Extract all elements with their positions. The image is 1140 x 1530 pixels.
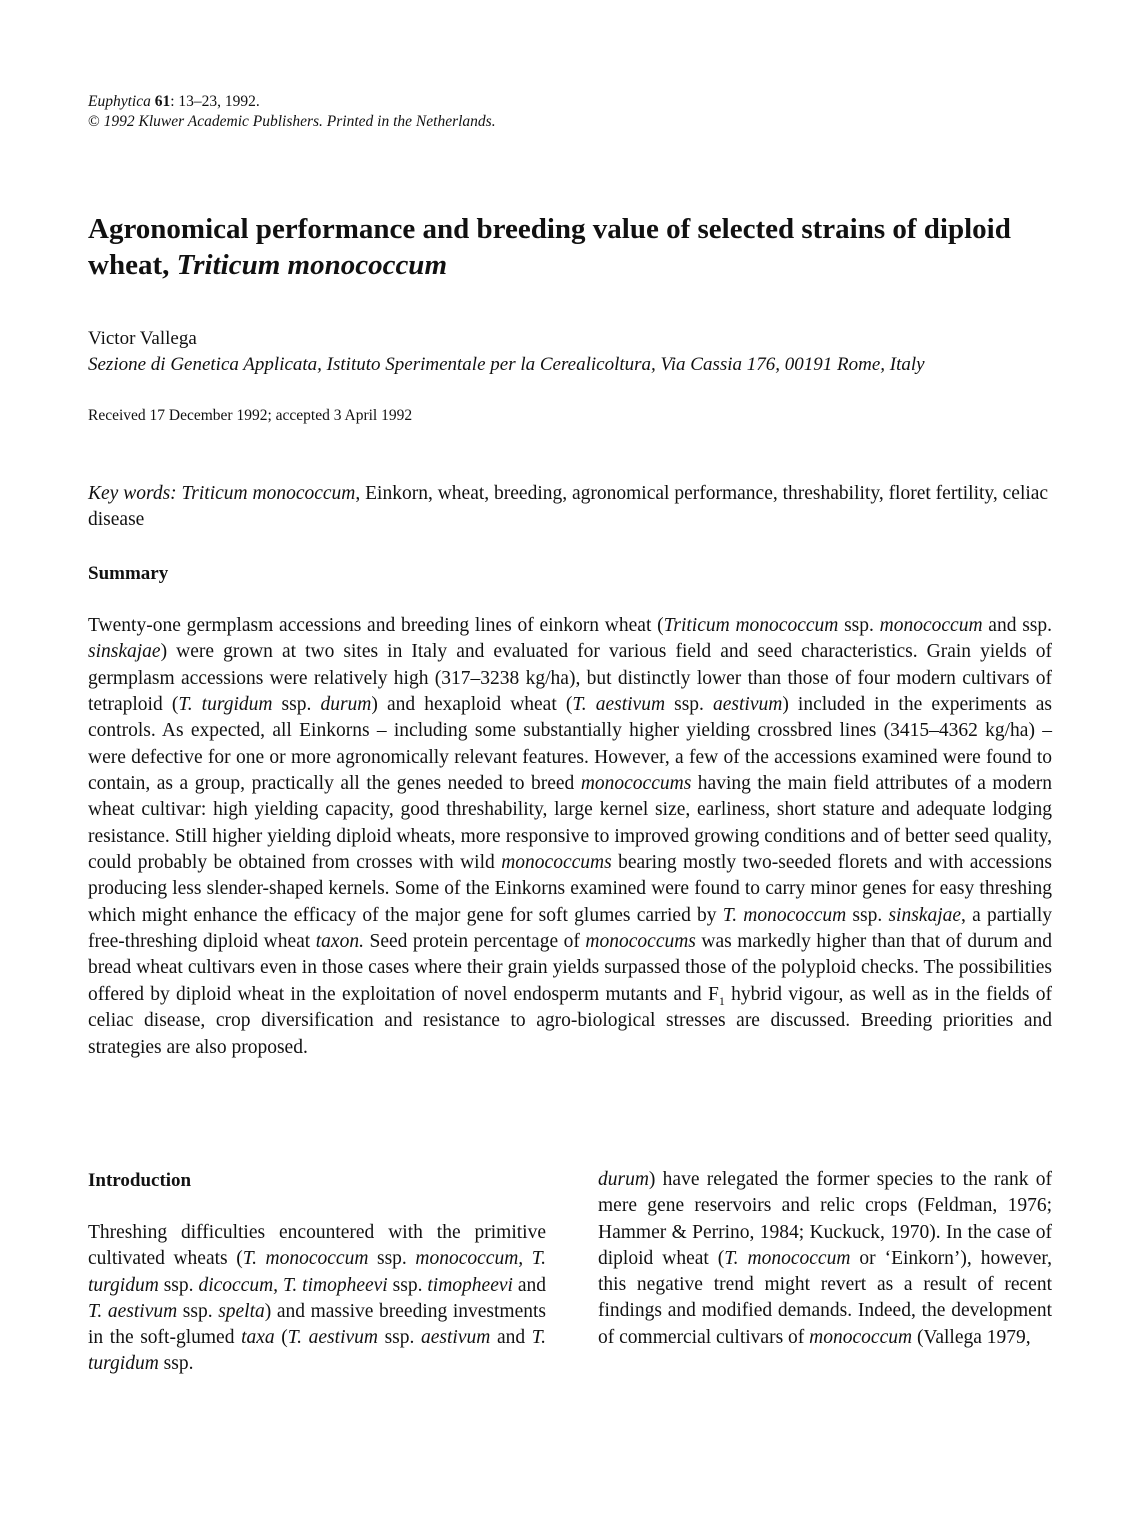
intro-text: ssp. [158, 1274, 199, 1296]
keywords-label: Key words: [88, 483, 177, 504]
summary-text: having the main field attributes of a modern wheat cultivar: high yielding capacity, good threshability, large kernel size, earliness, short stature and adequate lodging resistance. Still higher yielding diploid wheats, more responsive to improved growing conditions and of better seed quality, could probably be obtained from crosses with wild [88, 773, 1052, 874]
intro-italic: taxa [241, 1327, 275, 1349]
summary-italic: T. monococcum [722, 904, 847, 926]
intro-italic: dicoccum, T. timopheevi [198, 1274, 388, 1296]
title-main: Agronomical performance and breeding value of selected strains of diploid wheat, [88, 213, 1011, 281]
journal-name: Euphytica [88, 93, 151, 110]
copyright-line [88, 112, 496, 132]
summary-text: ) were grown at two sites in Italy and evaluated for various field and seed characteristics. Grain yields of germplasm accessions were relatively high (317–3238 kg/ha), but distinctly lower than those of four modern cultivars of tetraploid ( [88, 641, 1052, 716]
intro-italic: monococcum [809, 1326, 913, 1348]
intro-text: ssp. [158, 1353, 194, 1375]
intro-text: ) and massive breeding investments in the soft-glumed [88, 1300, 546, 1349]
keywords [88, 481, 1052, 533]
summary-text: Twenty-one germplasm accessions and breeding lines of einkorn wheat ( [88, 615, 664, 636]
introduction-left-column [88, 1220, 546, 1378]
author-affiliation: Sezione di Genetica Applicata, Istituto Sperimentale per la Cerealicoltura, Via Cassia 176, 00191 Rome, Italy [88, 354, 925, 375]
intro-italic: durum [598, 1169, 649, 1190]
journal-citation [88, 92, 496, 132]
intro-text: ) have relegated the former species to the rank of mere gene reservoirs and relic crops (Feldman, 1976; Hammer & Perrino, 1984; Kuckuck, 1970). In the case of diploid wheat ( [598, 1169, 1052, 1269]
summary-italic: aestivum [713, 694, 783, 716]
intro-italic: T. turgidum [88, 1327, 546, 1375]
summary-italic: monococcums [501, 852, 612, 874]
summary-italic: Triticum monococcum [663, 615, 839, 636]
intro-italic: spelta [218, 1300, 265, 1322]
intro-italic: T. monococcum [242, 1248, 369, 1270]
summary-text: , a partially free-threshing diploid wheat [88, 904, 1052, 953]
summary-paragraph [88, 613, 1052, 1061]
copyright-symbol: © [88, 113, 100, 130]
intro-text: ssp. [387, 1274, 428, 1296]
summary-text: ssp. [665, 694, 714, 716]
intro-italic: T. aestivum [88, 1300, 178, 1322]
intro-italic: timopheevi [427, 1274, 513, 1296]
summary-text: was markedly higher than that of durum and bread wheat cultivars even in those cases where their grain yields surpassed those of the polyploid checks. The possibilities offered by diploid wheat in the exploitation of novel endosperm mutants and F [88, 931, 1052, 1005]
intro-text: or ‘Einkorn’), however, this negative trend might revert as a result of recent findings and modified demands. Indeed, the development of commercial cultivars of [598, 1247, 1052, 1348]
intro-text: and [512, 1274, 547, 1296]
summary-italic: monococcum [879, 615, 983, 636]
intro-text: ssp. [177, 1300, 219, 1322]
summary-text: bearing mostly two-seeded florets and with accessions producing less slender-shaped kernels. Some of the Einkorns examined were found to carry minor genes for easy threshing which might enhance the efficacy of the major gene for soft glumes carried by [88, 852, 1052, 926]
summary-italic: T. turgidum [178, 694, 273, 716]
keywords-species: Triticum monococcum [176, 483, 356, 504]
intro-text: ssp. [377, 1327, 421, 1349]
intro-text: Threshing difficulties encountered with the primitive cultivated wheats ( [88, 1222, 546, 1270]
summary-subscript: 1 [718, 993, 725, 1008]
summary-text: ssp. [846, 904, 889, 926]
title-species: Triticum monococcum [176, 249, 447, 281]
intro-text: ssp. [368, 1248, 416, 1270]
journal-pages-year: : 13–23, 1992. [170, 93, 260, 110]
summary-italic: sinskajae [888, 904, 962, 926]
intro-text: (Vallega 1979, [912, 1326, 1031, 1348]
summary-text: ssp. [838, 615, 880, 636]
author-name: Victor Vallega [88, 328, 197, 349]
summary-text: ) and hexaploid wheat ( [371, 694, 573, 716]
summary-italic: monococcums [580, 773, 692, 795]
journal-volume: 61 [154, 93, 171, 110]
article-title [88, 211, 1048, 283]
summary-text: Seed protein percentage of [363, 931, 586, 953]
summary-text: hybrid vigour, as well as in the fields of celiac disease, crop diversification and resistance to agro-biological stresses are discussed. Breeding priorities and strategies are also proposed. [88, 983, 1052, 1058]
intro-italic: T. monococcum [724, 1247, 851, 1269]
intro-italic: aestivum [421, 1327, 491, 1349]
citation-line [88, 92, 496, 112]
summary-italic: T. aestivum [572, 694, 666, 716]
intro-italic: monococcum, T. turgidum [88, 1248, 546, 1296]
intro-italic: T. aestivum [287, 1327, 378, 1349]
keywords-list: , Einkorn, wheat, breeding, agronomical performance, threshability, floret fertility, celiac disease [88, 483, 1049, 530]
summary-italic: sinskajae [88, 641, 161, 663]
summary-italic: taxon. [315, 931, 364, 953]
summary-text: ) included in the experiments as controls. As expected, all Einkorns – including some substantially higher yielding crossbred lines (3415–4362 kg/ha) – were defective for one or more agronomically relevant features. However, a few of the accessions examined were found to contain, as a group, practically all the genes needed to breed [88, 694, 1052, 795]
introduction-right-column [598, 1167, 1052, 1351]
summary-heading: Summary [88, 563, 169, 584]
summary-text: ssp. [272, 694, 321, 716]
received-dates: Received 17 December 1992; accepted 3 April 1992 [88, 407, 413, 424]
summary-text: and ssp. [982, 615, 1052, 636]
introduction-heading: Introduction [88, 1170, 192, 1191]
summary-italic: monococcums [585, 931, 696, 953]
intro-text: ( [274, 1327, 288, 1349]
intro-text: and [490, 1327, 532, 1349]
summary-italic: durum [320, 694, 372, 716]
copyright-text: 1992 Kluwer Academic Publishers. Printed in the Netherlands. [99, 113, 496, 130]
